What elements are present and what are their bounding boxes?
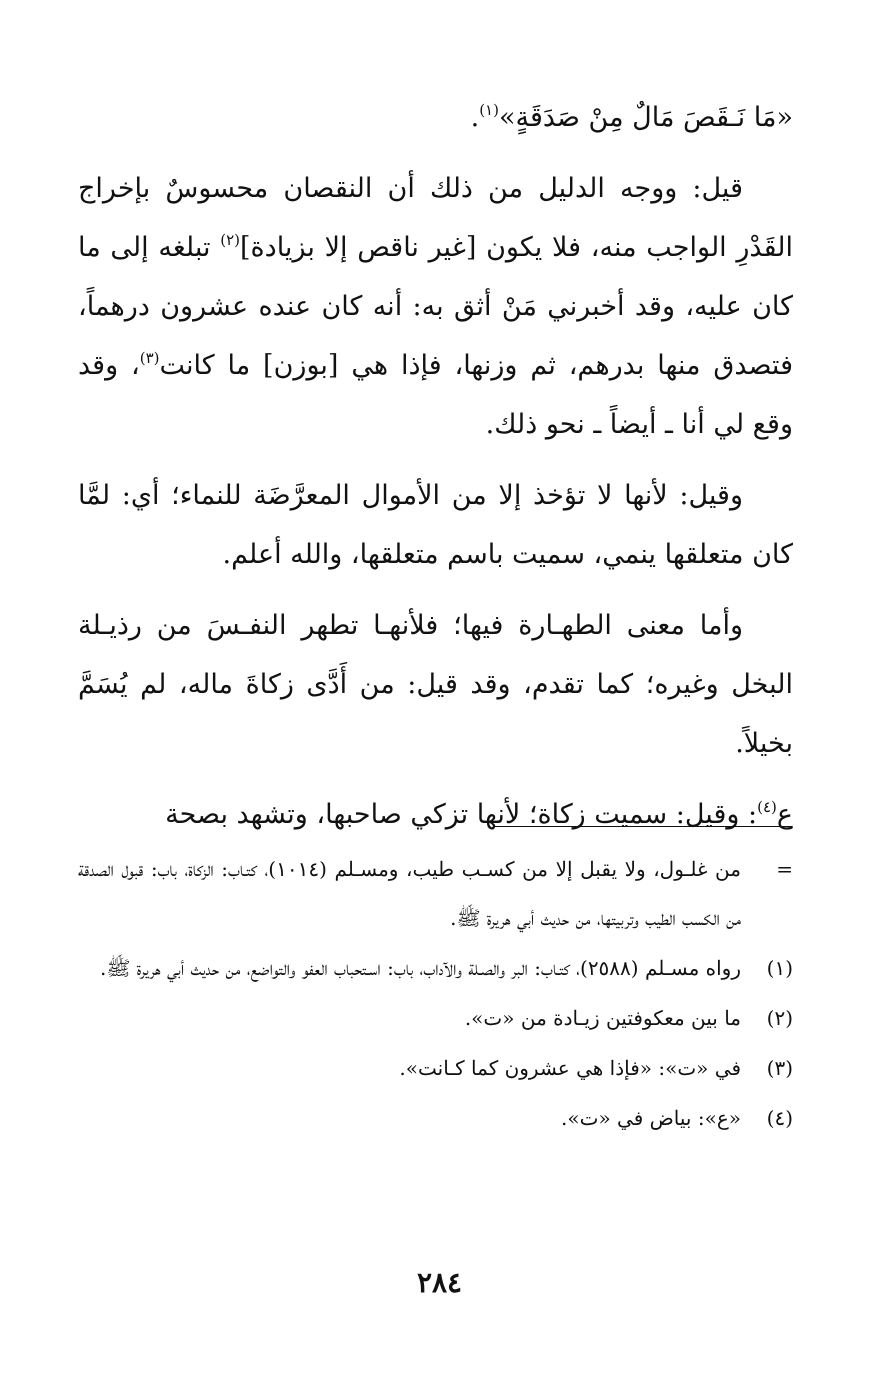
paragraph-text: تبلغه إلى ما كان عليه، وقد أخبرني مَنْ أثق به: أنه كان عنده عشرون درهماً، فتصدق منها بدرهم، ثم وزنها، فإذا هي [بوزن] ما كانت — [78, 232, 793, 381]
footnote-ref-2: (٢) — [220, 231, 240, 249]
paragraph-text: ، وقد وقع لي أنا ـ أيضاً ـ نحو ذلك. — [78, 350, 793, 440]
page-number: ٢٨٤ — [416, 1266, 463, 1299]
paragraph-text: : وقيل: سميت زكاة؛ لأنها تزكي صاحبها، وتشهد بصحة — [165, 799, 758, 830]
footnote-text: ما بين معكوفتين زيـادة من «ت». — [464, 1006, 741, 1030]
paragraph-growth — [78, 466, 793, 584]
footnote-text: «ع»: بياض في «ت». — [561, 1106, 741, 1130]
paragraph-text: وقيل: لأنها لا تؤخذ إلا من الأموال المعرَّضَة للنماء؛ أي: لمَّا كان متعلقها ينمي، سميت باسم متعلقها، والله أعلم. — [78, 480, 793, 570]
footnote-text: من غلـول، ولا يقبل إلا من كسـب طيب، ومسـلم (١٠١٤)، كتـاب: الزكاة، باب: قبول الصدقة من الكسب الطيب وتربيتها، من حديث أبي هريرة ﷺ. — [78, 857, 741, 930]
footnote-number: (٢) — [766, 1006, 793, 1030]
footnote-2 — [78, 994, 793, 1043]
hadith-quote: «مَا نَـقَصَ مَالٌ مِنْ صَدَقَةٍ» — [498, 102, 793, 133]
footnote-number: = — [776, 857, 793, 881]
footnote-number: (٣) — [766, 1056, 793, 1080]
footnote-number: (٤) — [766, 1106, 793, 1130]
footnote-ref-1: (١) — [479, 101, 499, 119]
footnote-text: في «ت»: «فإذا هي عشرون كما كـانت». — [399, 1056, 741, 1080]
paragraph-purification — [78, 596, 793, 773]
footnote-continuation — [78, 845, 793, 943]
footnotes — [78, 845, 793, 1144]
paragraph-text: وأما معنى الطهـارة فيها؛ فلأنهـا تطهر النفـسَ من رذيـلة البخل وغيره؛ كما تقدم، وقد قيل: من أَدَّى زكاةَ ماله، لم يُسَمَّ بخيلاً. — [78, 610, 793, 759]
footnote-number: (١) — [766, 956, 793, 980]
paragraph-naming — [78, 785, 793, 844]
footnote-ref-3: (٣) — [139, 349, 160, 367]
paragraph-hadith — [78, 88, 793, 147]
footnote-3 — [78, 1044, 793, 1093]
main-text — [78, 88, 793, 856]
footnote-separator — [494, 826, 792, 827]
paragraph-evidence — [78, 159, 793, 454]
footnote-text: رواه مسـلم (٢٥٨٨)، كتـاب: البر والصـلة والآداب، باب: اسـتحباب العفو والتواضع، من حديث أبي هريرة ﷺ. — [100, 956, 741, 980]
period: . — [470, 102, 480, 133]
paragraph-text: ع — [776, 799, 793, 830]
footnote-1 — [78, 944, 793, 993]
footnote-ref-4: (٤) — [757, 798, 777, 816]
footnote-4 — [78, 1094, 793, 1143]
paragraph-text: قيل: ووجه الدليل من ذلك أن النقصان محسوسٌ بإخراج القَدْرِ الواجب منه، فلا يكون [غير ناقص إلا بزيادة] — [78, 173, 793, 263]
